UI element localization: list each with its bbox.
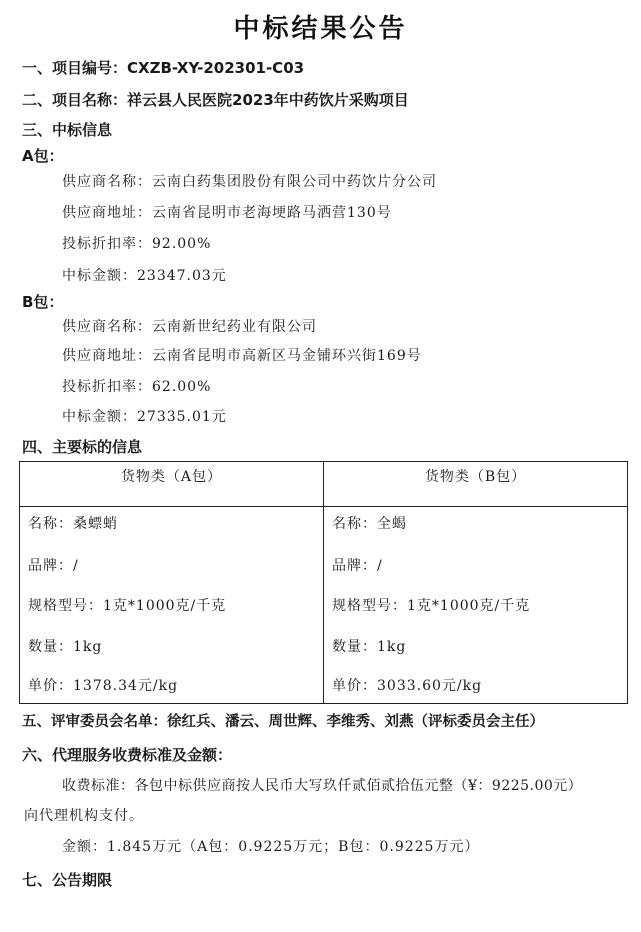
goods-table [19,461,628,704]
pack-b-label: B包： [22,293,64,311]
goods-b-spec: 规格型号：1克*1000克/千克 [332,598,531,614]
project-number-heading: 一、项目编号：CXZB-XY-202301-C03 [22,59,305,77]
award-info-heading: 三、中标信息 [22,121,113,139]
table-header-b: 货物类（B包） [324,462,628,507]
table-header-a: 货物类（A包） [20,462,324,507]
goods-a-spec: 规格型号：1克*1000克/千克 [28,598,227,614]
pack-a-supplier-address: 供应商地址：云南省昆明市老海埂路马洒营130号 [62,205,392,221]
project-name-heading: 二、项目名称：祥云县人民医院2023年中药饮片采购项目 [22,91,409,109]
pack-b-goods-cell [324,507,628,704]
page-title: 中标结果公告 [233,14,408,44]
fee-standard-continuation: 向代理机构支付。 [24,808,144,824]
goods-a-price: 单价：1378.34元/kg [28,678,179,694]
table-header-row [20,462,628,507]
pack-a-discount: 投标折扣率：92.00% [62,236,212,252]
goods-a-brand: 品牌：/ [28,558,79,574]
fee-standard-text: 收费标准：各包中标供应商按人民币大写玖仟贰佰贰拾伍元整（¥：9225.00元） [62,778,583,794]
table-row [20,507,628,704]
pack-b-amount: 中标金额：27335.01元 [62,409,227,425]
pack-a-amount: 中标金额：23347.03元 [62,268,227,284]
notice-period-heading: 七、公告期限 [22,871,113,889]
main-items-heading: 四、主要标的信息 [22,438,143,456]
pack-a-label: A包： [22,147,64,165]
agency-fee-heading: 六、代理服务收费标准及金额： [22,746,233,764]
goods-b-price: 单价：3033.60元/kg [332,678,483,694]
goods-b-quantity: 数量：1kg [332,639,407,655]
goods-b-name: 名称：全蝎 [332,516,407,532]
pack-b-discount: 投标折扣率：62.00% [62,379,212,395]
pack-b-supplier-address: 供应商地址：云南省昆明市高新区马金铺环兴街169号 [62,348,422,364]
fee-amount-text: 金额：1.845万元（A包：0.9225万元；B包：0.9225万元） [62,839,480,855]
review-committee-heading: 五、评审委员会名单：徐红兵、潘云、周世辉、李维秀、刘燕（评标委员会主任） [22,714,544,730]
goods-a-quantity: 数量：1kg [28,639,103,655]
pack-b-supplier-name: 供应商名称：云南新世纪药业有限公司 [62,319,317,335]
pack-a-supplier-name: 供应商名称：云南白药集团股份有限公司中药饮片分公司 [62,174,437,190]
pack-a-goods-cell [20,507,324,704]
goods-a-name: 名称：桑螵蛸 [28,516,118,532]
goods-b-brand: 品牌：/ [332,558,383,574]
